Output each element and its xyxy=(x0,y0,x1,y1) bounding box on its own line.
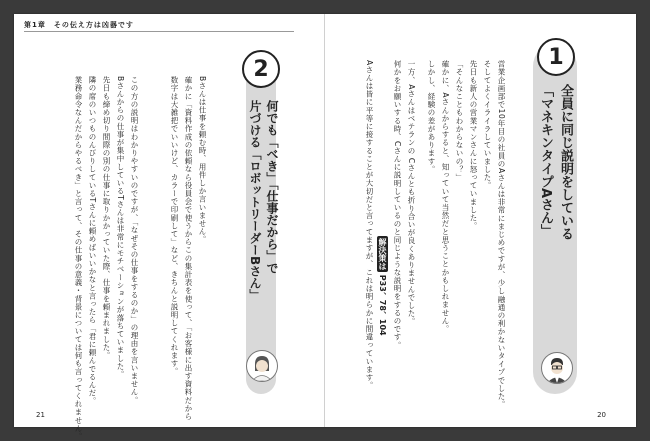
left-body-line-6: Bさんからの仕事が集中しているTさんは非常にモチベーションが落ちていました。 xyxy=(116,76,125,379)
left-body-line-8: 隣の席のいつものんびりしているTさんに頼めばいいかなと言ったら「君に頼んでるんだ。 xyxy=(88,76,97,406)
right-page xyxy=(325,14,636,427)
left-page xyxy=(14,14,325,441)
chapter-header: 第1章 その伝え方は凶器です xyxy=(24,21,134,29)
section-title-line1: 何でも「べき」「仕事だから」で xyxy=(265,100,279,274)
right-body-line-6: しかし、経験の差があります。 xyxy=(427,60,436,174)
section-title-line1: 全員に同じ説明をしている xyxy=(558,84,573,240)
left-body-line-9: 業務命令なんだからやるべき」と言って、その仕事の意義・背景については何も言ってくれません。 xyxy=(74,76,83,441)
left-body-line-2: 確かに「資料作成の依頼なら役員会で使うからこの集計表を使って、「お客様に出す資料だから xyxy=(184,76,193,421)
right-body-line-3: 先日も新人の営業マンさんに怒っていました。 xyxy=(469,60,478,231)
solution-pages: P33、78、104 xyxy=(378,274,387,336)
header-rule xyxy=(24,31,294,32)
section-number-2: 2 xyxy=(242,50,280,88)
right-body-line-1: 営業企画部で10年目の社員のAさんは非常にまじめですが、少し融通の利かないタイプでした。 xyxy=(497,60,506,409)
left-body-line-3: 数字は大雑把でいいけど、カラーで印刷して」など、きちんと説明してくれます。 xyxy=(170,76,179,376)
avatar-b-san xyxy=(246,350,278,382)
right-body-line-8: 何かをお願いする時、Cさんに説明しているのと同じような説明をするのです。 xyxy=(393,60,402,350)
right-body-line-5: 確かに、Aさんからすると、知っていて当然だと思うことかもしれません。 xyxy=(441,60,450,334)
right-body-line-4: 「そんなこともわからないの？」 xyxy=(455,60,464,182)
left-body-line-1: Bさんは仕事を頼む時、用件しか言いません。 xyxy=(198,76,207,244)
avatar-a-san xyxy=(541,352,573,384)
right-body-line-2: そしてよくイライラしていました。 xyxy=(483,60,492,190)
section-title-line2: 「マネキンタイプAさん」 xyxy=(538,84,553,238)
page-number-right: 20 xyxy=(597,411,606,419)
right-body-line-7: 一方、Aさんはベテランの Cさんとも折り合いが良くありませんでした。 xyxy=(407,60,416,326)
left-body-line-5: この方の説明はわかりやすいのですが、「なぜその仕事をするのか」の理由を言いません。 xyxy=(130,76,139,405)
section-number-1: 1 xyxy=(537,38,575,76)
left-body-line-7: 先日も締め切り間際の別の仕事に取りかかっていた際、仕事を頼まれました。 xyxy=(102,76,111,360)
right-body-line-9: Aさんは皆に平等に接することが大切だと言ってますが、これは明らかに間違っています。 xyxy=(365,60,374,390)
solution-tag: 解決策は xyxy=(378,238,387,270)
book-spread xyxy=(14,14,636,441)
section-title-line2: 片づける「ロボットリーダーBさん」 xyxy=(248,100,262,302)
solution-reference xyxy=(377,236,388,336)
page-number-left: 21 xyxy=(36,411,45,419)
